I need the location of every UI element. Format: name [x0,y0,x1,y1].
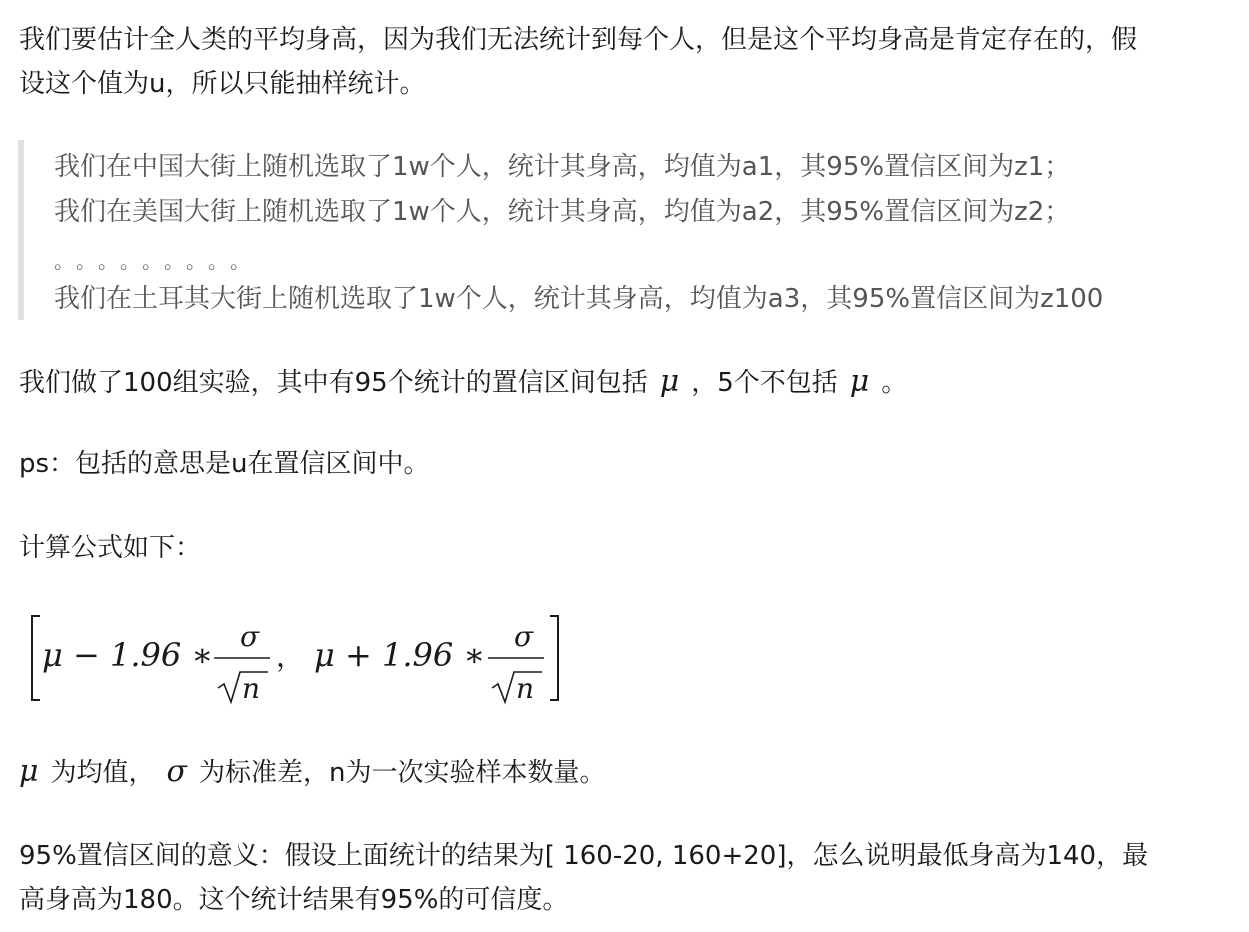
quote-line-china: 我们在中国大街上随机选取了1w个人，统计其身高，均值为a1，其95%置信区间为z1； [54,152,1071,182]
left-bracket [32,616,40,700]
experiment-sentence [19,360,907,405]
formula-right-term: μ + 1.96 ∗ [314,636,486,674]
formula-left-term: μ − 1.96 ∗ [42,636,214,674]
formula-intro: 计算公式如下： [19,533,202,563]
formula-denominator: n [242,672,261,705]
mu-symbol: μ [659,364,680,399]
meaning-line-2: 高身高为180。这个统计结果有95%的可信度。 [19,885,569,915]
intro-line-2: 设这个值为u，所以只能抽样统计。 [19,69,426,99]
experiment-text-1: 我们做了100组实验，其中有95个统计的置信区间包括 [19,368,648,398]
experiment-text-3: 。 [881,368,908,398]
quote-line-turkey: 我们在土耳其大街上随机选取了1w个人，统计其身高，均值为a3，其95%置信区间为z100 [54,284,1104,314]
meaning-line-1: 95%置信区间的意义：假设上面统计的结果为[ 160-20, 160+20]，怎么说明最低身高为140，最 [19,841,1149,871]
std-definition: 为标准差，n为一次实验样本数量。 [199,758,606,788]
mu-symbol: μ [849,364,870,399]
blockquote [18,140,1228,320]
formula-separator: ， [276,640,305,673]
experiment-text-2: ，5个不包括 [691,368,838,398]
symbol-definitions [19,750,605,795]
right-bracket [550,616,558,700]
intro-line-1: 我们要估计全人类的平均身高，因为我们无法统计到每个人，但是这个平均身高是肯定存在的，假 [19,25,1138,55]
formula-denominator: n [516,672,535,705]
quote-line-usa: 我们在美国大街上随机选取了1w个人，统计其身高，均值为a2，其95%置信区间为z2； [54,197,1071,227]
mean-definition: 为均值， [50,758,155,788]
formula-numerator: σ [240,620,260,653]
mu-symbol: μ [19,754,39,789]
sigma-symbol: σ [166,754,187,789]
ps-note: ps：包括的意思是u在置信区间中。 [19,449,430,479]
formula-numerator: σ [514,620,534,653]
quote-ellipsis: 。。。。。。。。。 [54,249,262,273]
confidence-interval-formula [28,608,568,708]
